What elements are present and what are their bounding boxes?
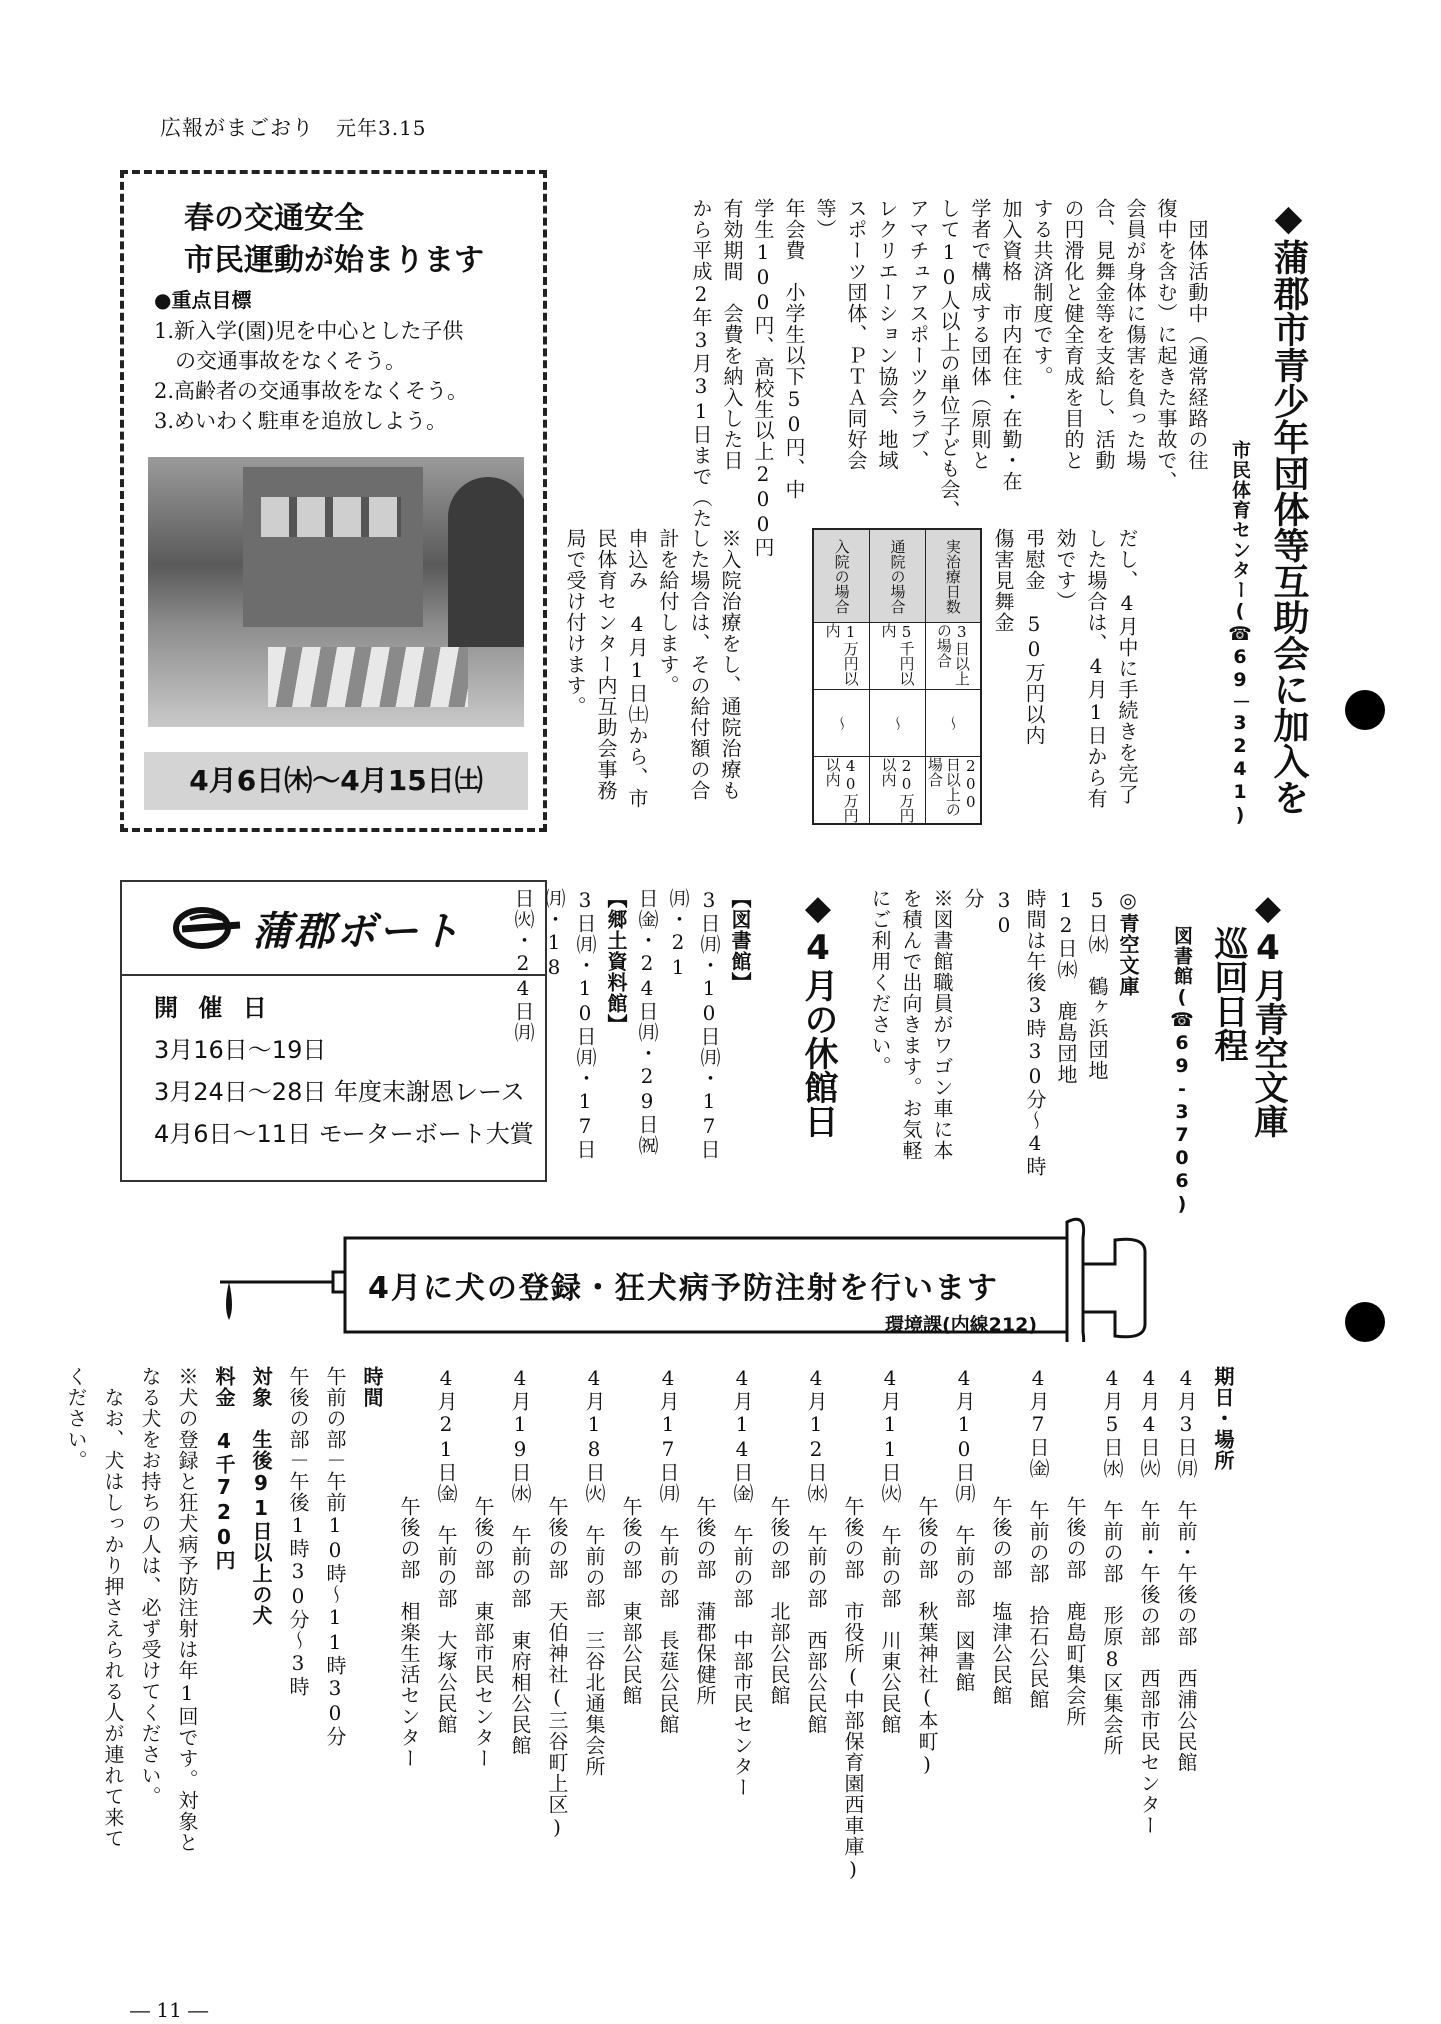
text-line: して10人以上の単位子ども会、 (937, 198, 961, 521)
note-line: ※犬の登録と狂犬病予防注射は年1回です。対象と (175, 1366, 199, 1853)
text-line: 4月18日㈫ (582, 1366, 606, 1504)
point-item: 2.高齢者の交通事故をなくそう。 (154, 379, 469, 403)
schedule-row (1056, 1366, 1093, 1956)
text-line: 午後の部 塩津公民館 (989, 1496, 1013, 1706)
dog-registration-contact: 環境課(内線212) (885, 1314, 1038, 1336)
text-line: 4月3日㈪ (1174, 1366, 1198, 1479)
text-line: 蒲郡ボート (252, 908, 462, 955)
schedule-row (871, 1366, 908, 1956)
text-line: した場合は、その給付額の合 (687, 528, 711, 801)
mutual-aid-contact: 市民体育センター(☎69－3241) (1229, 440, 1251, 827)
text-line: 4月14日㈮ (730, 1366, 754, 1504)
table-header: 通院の場合 (870, 530, 924, 623)
dog-registration-title: 4月に犬の登録・狂犬病予防注射を行います (368, 1271, 999, 1306)
schedule-row (612, 1366, 649, 1956)
text-line: にご利用ください。 (868, 888, 892, 1077)
schedule-row (834, 1366, 871, 1956)
text-line: 200日以上の場合 (926, 756, 980, 823)
page-number: ― 11 ― (130, 1998, 209, 2022)
text-line: 12日㈬ 鹿島団地 (1054, 888, 1078, 1085)
text-line: 傷害見舞金 (991, 528, 1015, 633)
text-line: 会員が身体に傷害を負った場 (1123, 198, 1147, 471)
issue-date: 元年3.15 (336, 116, 427, 140)
boat-race-box (120, 880, 547, 1182)
schedule-row (945, 1366, 982, 1956)
closed-days-title: ◆4月の休館日 (798, 888, 838, 1138)
text-line: から平成2年3月31日まで（た (689, 198, 713, 529)
schedule-row (1130, 1366, 1167, 1956)
crosswalk-image (268, 647, 468, 707)
schedule-row (390, 1366, 427, 1956)
text-line: 3日㈪・10日㈪・17日㈪・18 (542, 888, 597, 1160)
text-line: 学者で構成する団体（原則と (968, 198, 992, 471)
boat-date-line: 3月24日～28日 年度末謝恩レース (154, 1078, 525, 1106)
text-line: 4月17日㈪ (656, 1366, 680, 1504)
text-line: 午後の部 北部公民館 (767, 1496, 791, 1706)
time-line: 午後の部－午後1時30分～3時 (286, 1366, 310, 1697)
text-line: 4月21日㈮ (434, 1366, 458, 1504)
text-line: 20万円以内 (870, 756, 924, 823)
mutual-aid-body-3 (559, 528, 745, 828)
text-line: 日㈮・24日㈪・29日㈷ (635, 888, 659, 1156)
schedule-row (649, 1366, 686, 1956)
boat-date-line: 3月16日～19日 (154, 1036, 327, 1064)
time-heading: 時間 (360, 1366, 384, 1408)
tree-image (448, 477, 524, 647)
bunko-contact: 図書館(☎69-3706) (1171, 926, 1193, 1216)
bunko-title: ◆4月青空文庫 (1248, 888, 1288, 1138)
text-line: だし、4月中に手続きを完了 (1115, 528, 1139, 805)
text-line: 3日以上の場合 (934, 623, 971, 686)
text-line: 復中を含む）に起きた事故で、 (1154, 198, 1178, 492)
point-item: 1.新入学(園)児を中心とした子供 (154, 319, 464, 343)
text-line: 午前の部 図書館 (952, 1525, 976, 1693)
text-line: 4月7日㈮ (1026, 1366, 1050, 1479)
text-line: 計を給付します。 (656, 528, 680, 696)
target-line: 対象 生後91日以上の犬 (249, 1366, 273, 1626)
text-line: 午後の部 天伯神社(三谷町上区) (545, 1496, 569, 1840)
boat-logo-icon (172, 905, 242, 951)
mutual-aid-body-2 (987, 528, 1142, 828)
schedule-row (501, 1366, 538, 1956)
text-line: 1万円以内 (823, 623, 860, 686)
schedule-row (1167, 1366, 1204, 1956)
text-line: 時間は午後3時30分～4時30 (992, 888, 1047, 1177)
table-column (869, 530, 924, 823)
text-line: ～ (870, 689, 924, 756)
boat-heading: 開 催 日 (154, 994, 273, 1022)
dog-schedule (57, 1366, 1241, 1956)
text-line: ◎青空文庫 (1116, 888, 1140, 997)
text-line: 午後の部 秋葉神社(本町) (915, 1496, 939, 1777)
text-line: 午前の部 大塚公民館 (434, 1525, 458, 1735)
point-item: 3.めいわく駐車を追放しよう。 (154, 409, 448, 433)
text-line: アマチュアスポーツクラブ、 (906, 198, 930, 471)
schedule-row (538, 1366, 575, 1956)
benefit-table (812, 528, 982, 825)
text-line: 午前の部 形原8区集会所 (1100, 1500, 1124, 1756)
text-line: スポーツ団体、ＰＴＡ同好会 (844, 198, 868, 471)
campaign-dates: 4月6日㈭～4月15日㈯ (144, 752, 528, 810)
schedule-heading: 期日・場所 (1211, 1366, 1235, 1471)
bunko-subtitle: 巡回日程 (1208, 926, 1248, 1062)
text-line: 団体活動中（通常経路の往 (1185, 198, 1209, 471)
text-line: 加入資格 市内在住・在勤・在 (999, 198, 1023, 492)
text-line: の円滑化と健全育成を目的と (1061, 198, 1085, 471)
time-line: 午前の部－午前10時～11時30分 (323, 1366, 347, 1747)
text-line: 3日㈪・10日㈪・17日㈪・21 (666, 888, 721, 1160)
text-line: 春の交通安全 (184, 201, 364, 236)
text-line: する共済制度です。 (1030, 198, 1054, 387)
publication-title: 広報がまごおり (160, 116, 314, 140)
text-line: 午前・午後の部 西浦公民館 (1174, 1500, 1198, 1773)
schedule-row (760, 1366, 797, 1956)
text-line: 日㈫・24日㈪ (511, 888, 535, 1043)
text-line: 民体育センター内互助会事務 (594, 528, 618, 801)
schedule-row (575, 1366, 612, 1956)
text-line: 弔慰金 50万円以内 (1022, 528, 1046, 746)
text-line: 等） (813, 198, 837, 240)
text-line: ※入院治療をし、通院治療も (718, 528, 742, 801)
text-line: 40万円以内 (814, 756, 869, 823)
schedule-row (908, 1366, 945, 1956)
schedule-row (686, 1366, 723, 1956)
traffic-photo (148, 457, 524, 727)
text-line: ～ (814, 689, 869, 756)
building-image (243, 467, 423, 627)
text-line: 午後の部 東部市民センター (471, 1496, 495, 1769)
table-column (814, 530, 869, 823)
text-line: 午前の部 長莚公民館 (656, 1525, 680, 1735)
note-line: なる犬をお持ちの人は、必ず受けてください。 (138, 1366, 162, 1807)
schedule-row (1019, 1366, 1056, 1956)
traffic-safety-box (120, 170, 547, 832)
boat-date-line: 4月6日～11日 モーターボート大賞 (154, 1120, 534, 1148)
bullet-dot (1345, 690, 1385, 730)
schedule-row (427, 1366, 464, 1956)
text-line: ～ (926, 689, 980, 756)
text-line: 有効期間 会費を納入した日 (720, 198, 744, 471)
text-line: 5日㈬ 鶴ヶ浜団地 (1085, 888, 1109, 1081)
bunko-body (864, 888, 1143, 1188)
mutual-aid-title: ◆蒲郡市青少年団体等互助会に加入を (1268, 198, 1309, 815)
note-line: ください。 (64, 1366, 88, 1471)
points-heading: ●重点目標 (154, 288, 252, 312)
text-line: 午前の部 川東公民館 (878, 1525, 902, 1735)
note-line: なお、犬はしっかり押さえられる人が連れて来て (101, 1366, 125, 1849)
bullet-dot (1345, 1302, 1385, 1342)
text-line: 4月10日㈪ (952, 1366, 976, 1504)
text-line: 午前・午後の部 西部市民センター (1137, 1500, 1161, 1836)
traffic-title (184, 198, 484, 282)
fee-line: 料金 4千720円 (212, 1366, 236, 1571)
text-line: 午前の部 三谷北通集会所 (582, 1525, 606, 1777)
text-line: 申込み 4月1日㈯から、市 (625, 528, 649, 809)
table-column (925, 530, 980, 823)
point-item: の交通事故をなくそう。 (154, 349, 406, 373)
text-line: 4月11日㈫ (878, 1366, 902, 1504)
text-line: 午後の部 市役所(中部保育園西車庫) (841, 1496, 865, 1882)
text-line: 4月5日㈬ (1100, 1366, 1124, 1479)
text-line: 午前の部 中部市民センター (730, 1525, 754, 1798)
text-line: した場合は、4月1日から有 (1084, 528, 1108, 809)
text-line: 午前の部 西部公民館 (804, 1525, 828, 1735)
table-header: 入院の場合 (814, 530, 869, 623)
divider (122, 974, 545, 976)
text-line: 学生100円、高校生以上200円 (751, 198, 775, 558)
text-line: レクリエーション協会、地域 (875, 198, 899, 471)
schedule-row (723, 1366, 760, 1956)
text-line: を積んで出向きます。お気軽 (899, 888, 923, 1161)
closed-days-body (507, 888, 755, 1188)
text-line: 年会費 小学生以下50円、中 (782, 198, 806, 500)
text-line: ※図書館職員がワゴン車に本 (930, 888, 954, 1161)
text-line: 午後の部 相楽生活センター (397, 1496, 421, 1769)
page-header (160, 112, 427, 142)
text-line: 4月19日㈬ (508, 1366, 532, 1504)
text-line: 合、見舞金等を支給し、活動 (1092, 198, 1116, 471)
text-line: 午前の部 東府相公民館 (508, 1525, 532, 1756)
table-header: 実治療日数 (926, 530, 980, 623)
text-line: 市民運動が始まります (184, 243, 484, 278)
text-line: 5千円以内 (879, 623, 916, 686)
schedule-row (1093, 1366, 1130, 1956)
text-line: 午後の部 東部公民館 (619, 1496, 643, 1706)
text-line: 効です） (1053, 528, 1077, 612)
text-line: 局で受け付けます。 (563, 528, 587, 717)
text-line: 午前の部 拾石公民館 (1026, 1500, 1050, 1710)
text-line: 4月4日㈫ (1137, 1366, 1161, 1479)
text-line: 午後の部 鹿島町集会所 (1063, 1496, 1087, 1727)
text-line: 分 (961, 888, 985, 909)
text-line: 【郷土資料館】 (604, 888, 628, 1035)
text-line: 午後の部 蒲郡保健所 (693, 1496, 717, 1706)
schedule-row (982, 1366, 1019, 1956)
schedule-row (464, 1366, 501, 1956)
schedule-row (797, 1366, 834, 1956)
text-line: 4月12日㈬ (804, 1366, 828, 1504)
text-line: 【図書館】 (728, 888, 752, 993)
boat-logo (172, 898, 462, 958)
